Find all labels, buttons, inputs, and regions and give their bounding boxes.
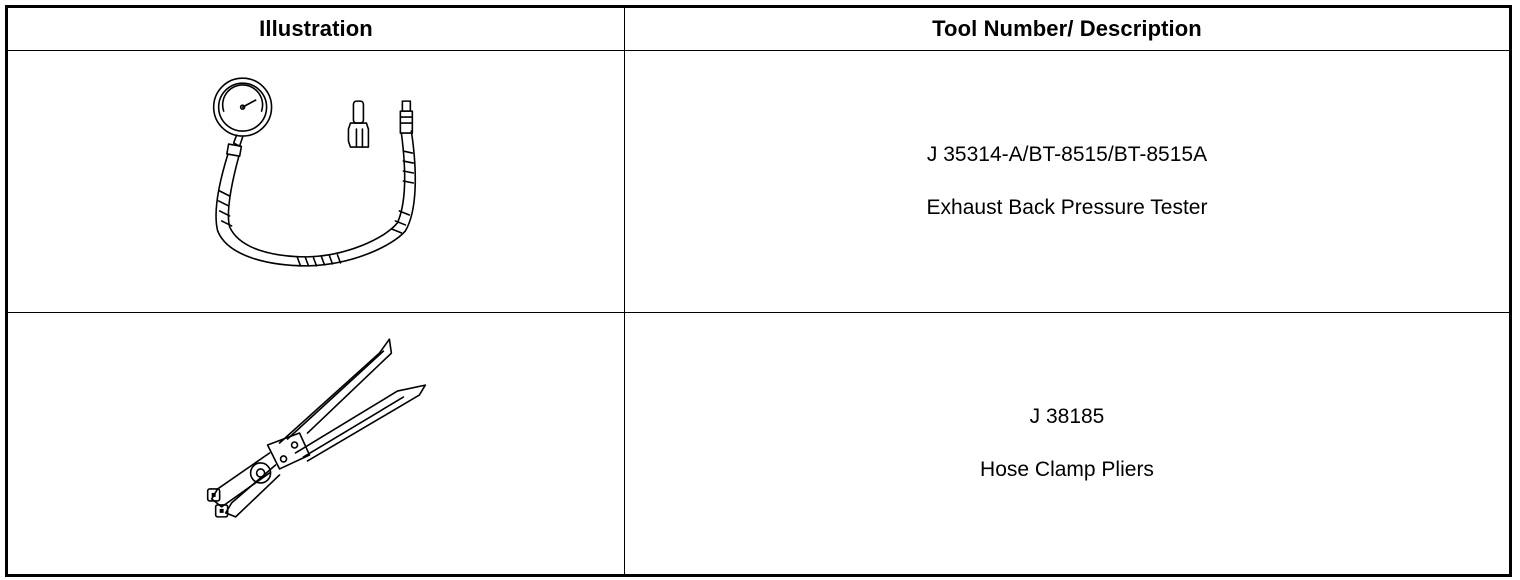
illustration-cell xyxy=(8,51,625,312)
illustration-cell xyxy=(8,313,625,574)
pressure-gauge-with-hose-icon xyxy=(8,51,624,313)
tool-description: Hose Clamp Pliers xyxy=(980,458,1154,481)
header-tool-number-description xyxy=(625,8,1509,50)
table-row xyxy=(8,313,1509,574)
tool-description: Exhaust Back Pressure Tester xyxy=(926,196,1208,219)
header-tool-number-description-label: Tool Number/ Description xyxy=(932,16,1202,41)
tool-number: J 38185 xyxy=(1029,405,1105,428)
hose-clamp-pliers-icon xyxy=(8,313,624,574)
special-tools-table xyxy=(5,5,1512,577)
header-illustration-label: Illustration xyxy=(259,16,373,41)
table-row xyxy=(8,51,1509,313)
tool-description-cell xyxy=(625,51,1509,312)
header-illustration xyxy=(8,8,625,50)
tool-description-cell xyxy=(625,313,1509,574)
table-header-row xyxy=(8,8,1509,51)
tool-number: J 35314-A/BT-8515/BT-8515A xyxy=(926,143,1208,166)
